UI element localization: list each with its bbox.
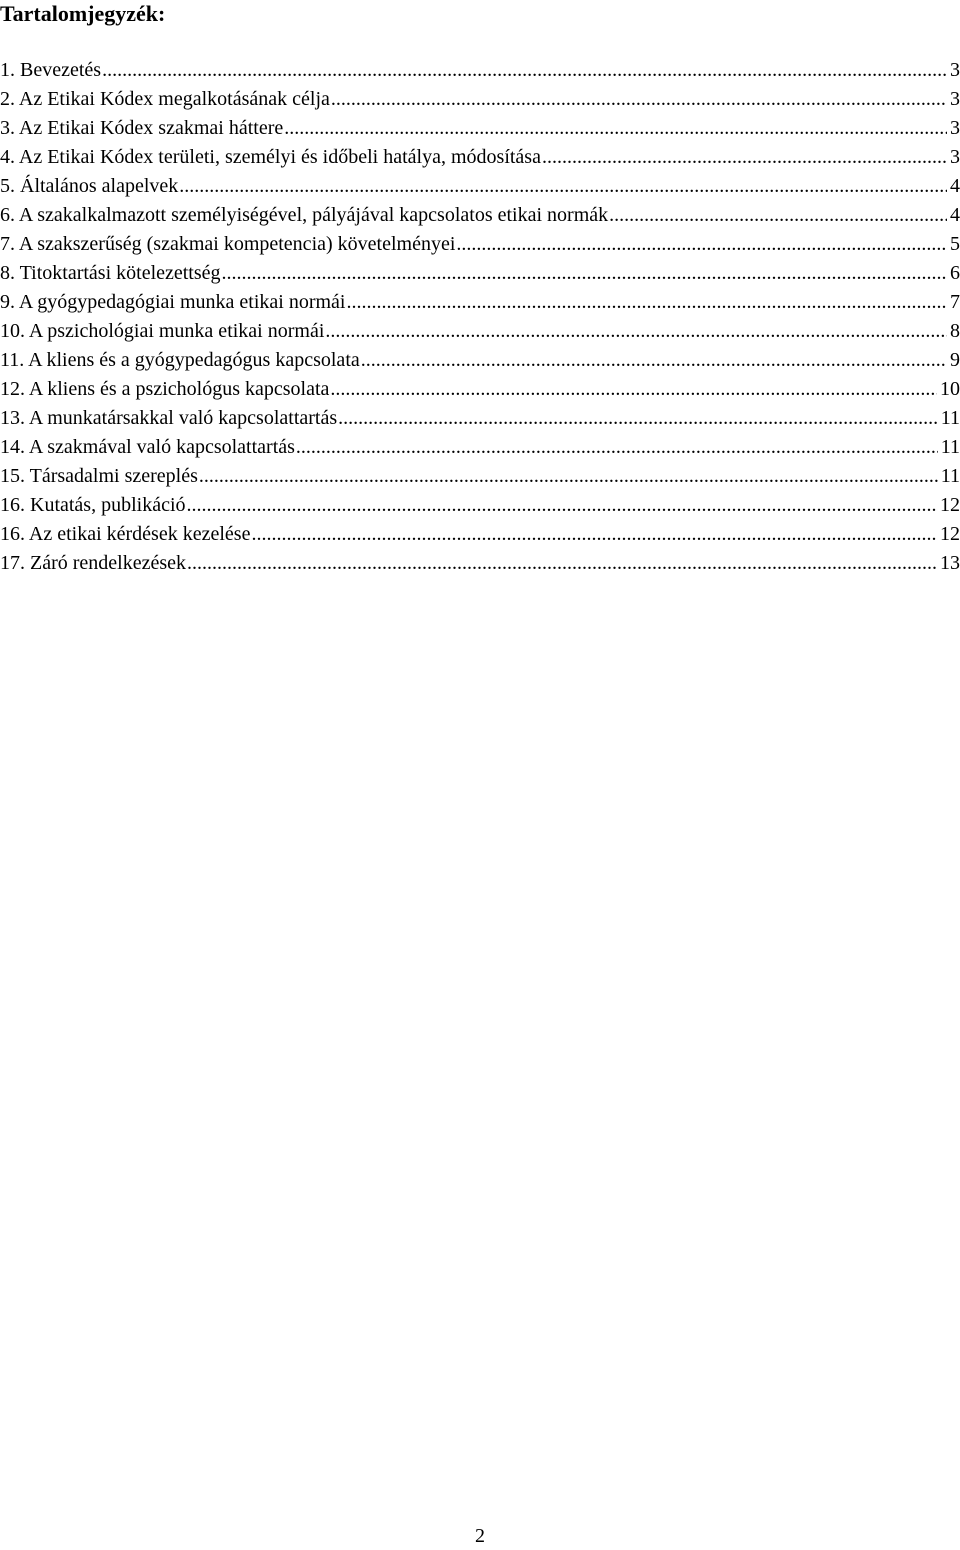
toc-entry-page: 7 xyxy=(950,291,960,313)
toc-entry[interactable] xyxy=(0,404,960,433)
toc-entry[interactable] xyxy=(0,201,960,230)
toc-entry-label: 3. Az Etikai Kódex szakmai háttere xyxy=(0,117,284,139)
toc-entry-label: 12. A kliens és a pszichológus kapcsolata xyxy=(0,378,330,400)
toc-entry[interactable] xyxy=(0,317,960,346)
toc-entry-label: 6. A szakalkalmazott személyiségével, pályájával kapcsolatos etikai normák xyxy=(0,204,609,226)
toc-title: Tartalomjegyzék: xyxy=(0,1,166,26)
toc-entry[interactable] xyxy=(0,346,960,375)
toc-dot-leader xyxy=(187,491,937,520)
toc-entry-label: 2. Az Etikai Kódex megalkotásának célja xyxy=(0,88,330,110)
toc-dot-leader xyxy=(251,520,937,549)
table-of-contents xyxy=(0,56,960,578)
toc-entry[interactable] xyxy=(0,143,960,172)
toc-entry-label: 11. A kliens és a gyógypedagógus kapcsolata xyxy=(0,349,360,371)
toc-entry[interactable] xyxy=(0,549,960,578)
toc-entry-page: 3 xyxy=(950,146,960,168)
toc-entry-label: 16. Kutatás, publikáció xyxy=(0,494,186,516)
toc-entry[interactable] xyxy=(0,288,960,317)
toc-dot-leader xyxy=(542,143,947,172)
toc-dot-leader xyxy=(609,201,947,230)
toc-entry-label: 15. Társadalmi szereplés xyxy=(0,465,198,487)
toc-entry-page: 11 xyxy=(940,436,960,458)
toc-entry-label: 5. Általános alapelvek xyxy=(0,175,179,197)
toc-entry-page: 12 xyxy=(940,494,960,516)
toc-entry-label: 8. Titoktartási kötelezettség xyxy=(0,262,221,284)
toc-entry-page: 3 xyxy=(950,88,960,110)
toc-entry-page: 11 xyxy=(940,407,960,429)
toc-dot-leader xyxy=(187,549,937,578)
toc-entry[interactable] xyxy=(0,462,960,491)
toc-dot-leader xyxy=(179,172,947,201)
toc-entry[interactable] xyxy=(0,520,960,549)
toc-entry-label: 14. A szakmával való kapcsolattartás xyxy=(0,436,295,458)
toc-entry[interactable] xyxy=(0,491,960,520)
toc-dot-leader xyxy=(330,375,937,404)
toc-entry-label: 13. A munkatársakkal való kapcsolattartás xyxy=(0,407,338,429)
toc-entry-label: 10. A pszichológiai munka etikai normái xyxy=(0,320,325,342)
toc-entry-label: 1. Bevezetés xyxy=(0,59,102,81)
toc-entry[interactable] xyxy=(0,259,960,288)
toc-dot-leader xyxy=(222,259,947,288)
toc-entry[interactable] xyxy=(0,433,960,462)
toc-entry[interactable] xyxy=(0,56,960,85)
toc-dot-leader xyxy=(361,346,947,375)
toc-entry-page: 6 xyxy=(950,262,960,284)
toc-dot-leader xyxy=(296,433,938,462)
toc-dot-leader xyxy=(331,85,947,114)
page-number: 2 xyxy=(475,1525,485,1547)
toc-entry-page: 4 xyxy=(950,175,960,197)
toc-dot-leader xyxy=(102,56,947,85)
toc-entry-label: 17. Záró rendelkezések xyxy=(0,552,187,574)
toc-entry[interactable] xyxy=(0,114,960,143)
toc-entry[interactable] xyxy=(0,172,960,201)
toc-dot-leader xyxy=(325,317,947,346)
toc-dot-leader xyxy=(338,404,938,433)
toc-entry-page: 3 xyxy=(950,117,960,139)
toc-entry-page: 4 xyxy=(950,204,960,226)
toc-entry-page: 10 xyxy=(940,378,960,400)
toc-dot-leader xyxy=(456,230,947,259)
toc-dot-leader xyxy=(199,462,938,491)
toc-dot-leader xyxy=(347,288,948,317)
toc-entry-page: 9 xyxy=(950,349,960,371)
toc-entry-label: 7. A szakszerűség (szakmai kompetencia) követelményei xyxy=(0,233,456,255)
toc-entry-label: 9. A gyógypedagógiai munka etikai normái xyxy=(0,291,346,313)
toc-entry-page: 11 xyxy=(940,465,960,487)
toc-entry-page: 3 xyxy=(950,59,960,81)
toc-entry-page: 5 xyxy=(950,233,960,255)
toc-entry-label: 4. Az Etikai Kódex területi, személyi és időbeli hatálya, módosítása xyxy=(0,146,541,168)
toc-dot-leader xyxy=(284,114,947,143)
toc-entry-page: 13 xyxy=(940,552,960,574)
toc-entry-page: 8 xyxy=(950,320,960,342)
toc-entry[interactable] xyxy=(0,85,960,114)
toc-entry[interactable] xyxy=(0,375,960,404)
toc-entry-page: 12 xyxy=(940,523,960,545)
toc-entry-label: 16. Az etikai kérdések kezelése xyxy=(0,523,251,545)
toc-entry[interactable] xyxy=(0,230,960,259)
